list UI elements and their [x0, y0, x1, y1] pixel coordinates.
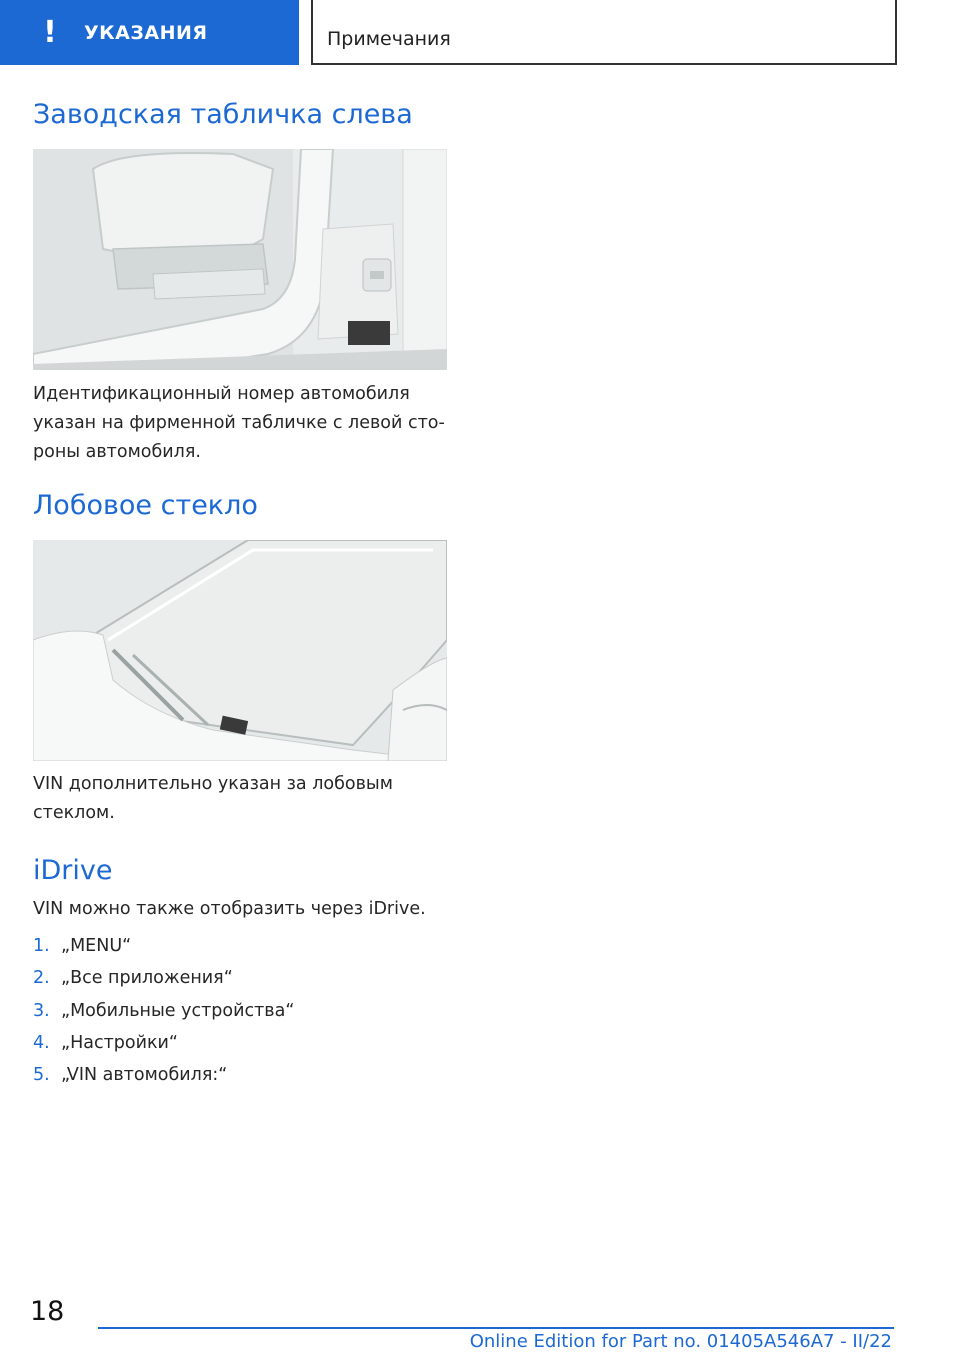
chapter-tab [0, 0, 299, 65]
step-number: 2. [33, 968, 50, 989]
heading-left-plate: Заводская табличка слева [33, 99, 413, 130]
section-title: Примечания [327, 28, 451, 50]
step-text: „Мобильные устройства“ [61, 1000, 295, 1021]
step-text: „VIN автомобиля:“ [61, 1065, 228, 1086]
heading-windshield: Лобовое стекло [33, 490, 258, 521]
chapter-title: УКАЗАНИЯ [84, 21, 208, 44]
warning-exclamation-icon: ! [43, 15, 57, 50]
step-text: „Настройки“ [61, 1033, 178, 1054]
section-header-box [311, 0, 897, 65]
list-item [33, 1059, 294, 1091]
paragraph-idrive: VIN можно также отобразить через iDrive. [33, 899, 426, 919]
list-item [33, 1027, 294, 1059]
footer-edition: Online Edition for Part no. 01405A546A7 - II/22 [469, 1331, 892, 1352]
list-item [33, 995, 294, 1027]
step-text: „MENU“ [61, 936, 132, 957]
list-item [33, 930, 294, 962]
step-number: 4. [33, 1033, 50, 1054]
paragraph-windshield: VIN дополнительно указан за лобовым стеклом. [33, 774, 393, 823]
figure-windshield [33, 540, 447, 761]
step-number: 5. [33, 1065, 50, 1086]
figure-left-plate [33, 149, 447, 370]
step-number: 3. [33, 1000, 50, 1021]
list-item [33, 962, 294, 994]
heading-idrive: iDrive [33, 855, 113, 886]
page-number: 18 [30, 1296, 65, 1327]
paragraph-left-plate: Идентификационный номер автомобиля указан на фирменной табличке с левой сто-роны автомобиля. [33, 384, 445, 462]
footer-divider [98, 1327, 894, 1329]
step-text: „Все приложения“ [61, 968, 233, 989]
step-number: 1. [33, 936, 50, 957]
car-door-sill-illustration [33, 149, 447, 370]
idrive-steps-list [33, 930, 294, 1091]
windshield-illustration [33, 540, 447, 761]
